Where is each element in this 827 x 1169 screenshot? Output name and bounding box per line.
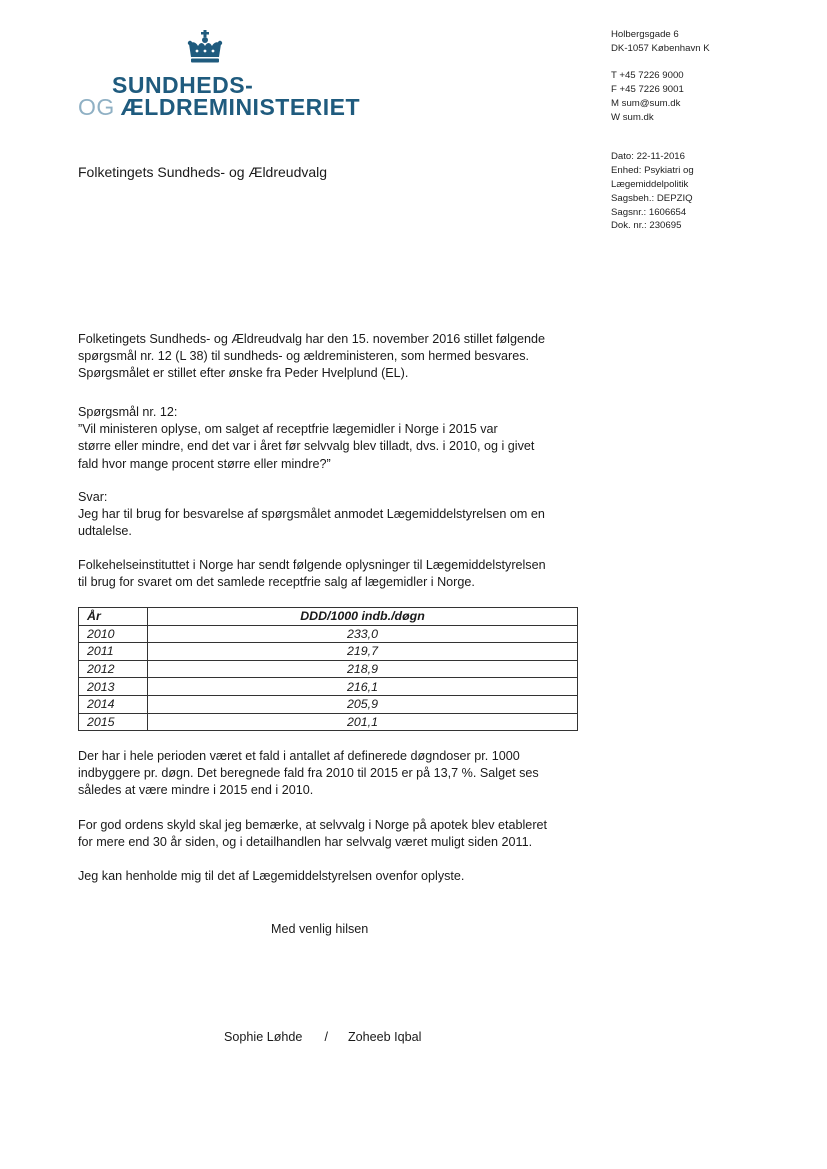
text-line: til brug for svaret om det samlede receptfrie salg af lægemidler i Norge. bbox=[78, 575, 475, 590]
recipient: Folketingets Sundheds- og Ældreudvalg bbox=[78, 164, 328, 180]
text-line: indbyggere pr. døgn. Det beregnede fald fra 2010 til 2015 er på 13,7 %. Salget ses bbox=[78, 766, 539, 781]
text-line: for mere end 30 år siden, og i detailhandlen har selvvalg været muligt siden 2011. bbox=[78, 835, 533, 850]
text-line: fald hvor mange procent større eller mindre?” bbox=[78, 456, 331, 471]
signatures bbox=[224, 1030, 421, 1044]
cell-value: 218,9 bbox=[148, 660, 578, 678]
logo-ministry-name: ÆLDREMINISTERIET bbox=[120, 94, 361, 120]
table-row bbox=[79, 660, 578, 678]
text-line: Spørgsmålet er stillet efter ønske fra Peder Hvelplund (EL). bbox=[78, 366, 409, 381]
date-line: Dato: 22-11-2016 bbox=[611, 151, 685, 163]
case-officer-line: Sagsbeh.: DEPZIQ bbox=[611, 192, 693, 204]
text-line: Jeg har til brug for besvarelse af spørgsmålet anmodet Lægemiddelstyrelsen om en bbox=[78, 507, 545, 522]
crown-icon bbox=[186, 30, 224, 66]
fax-line: F +45 7226 9001 bbox=[611, 84, 684, 96]
cell-year: 2014 bbox=[79, 695, 148, 713]
text-line: spørgsmål nr. 12 (L 38) til sundheds- og ældreministeren, som hermed besvares. bbox=[78, 349, 530, 364]
table-header-row bbox=[79, 608, 578, 626]
greeting: Med venlig hilsen bbox=[271, 922, 369, 936]
closing-statement bbox=[78, 868, 568, 885]
text-line: Folketingets Sundheds- og Ældreudvalg har den 15. november 2016 stillet følgende bbox=[78, 332, 545, 346]
signatory-name: Sophie Løhde bbox=[224, 1030, 303, 1044]
text-line: større eller mindre, end det var i året før selvvalg blev tilladt, dvs. i 2010, og i givet bbox=[78, 439, 535, 454]
answer-paragraph bbox=[78, 489, 568, 541]
cell-year: 2010 bbox=[79, 625, 148, 643]
table-row bbox=[79, 643, 578, 661]
note-paragraph bbox=[78, 817, 568, 851]
document-number-line: Dok. nr.: 230695 bbox=[611, 220, 682, 232]
text-line: Der har i hele perioden været et fald i antallet af definerede døgndoser pr. 1000 bbox=[78, 749, 520, 763]
cell-value: 233,0 bbox=[148, 625, 578, 643]
cell-value: 205,9 bbox=[148, 695, 578, 713]
cell-year: 2013 bbox=[79, 678, 148, 696]
signatory-name: Zoheeb Iqbal bbox=[347, 1030, 422, 1044]
intro-paragraph bbox=[78, 331, 568, 383]
cell-year: 2015 bbox=[79, 713, 148, 731]
question-heading: Spørgsmål nr. 12: bbox=[78, 405, 178, 419]
cell-year: 2011 bbox=[79, 643, 148, 661]
phone-line: T +45 7226 9000 bbox=[611, 70, 684, 82]
text-line: Folkehelseinstituttet i Norge har sendt følgende oplysninger til Lægemiddelstyrelsen bbox=[78, 558, 546, 572]
table-row bbox=[79, 678, 578, 696]
cell-value: 216,1 bbox=[148, 678, 578, 696]
conclusion-paragraph bbox=[78, 748, 568, 800]
cell-value: 219,7 bbox=[148, 643, 578, 661]
web-line: W sum.dk bbox=[611, 111, 654, 123]
header-year: År bbox=[79, 608, 148, 626]
signature-separator: / bbox=[324, 1030, 328, 1044]
text-line: Jeg kan henholde mig til det af Lægemiddelstyrelsen ovenfor oplyste. bbox=[78, 869, 465, 883]
logo-text-line1: SUNDHEDS- bbox=[112, 72, 254, 98]
question-paragraph bbox=[78, 404, 568, 473]
cell-value: 201,1 bbox=[148, 713, 578, 731]
case-number-line: Sagsnr.: 1606654 bbox=[611, 206, 687, 218]
header-ddd: DDD/1000 indb./døgn bbox=[148, 608, 578, 626]
logo-text-line2 bbox=[78, 94, 360, 121]
unit-line: Enhed: Psykiatri og bbox=[611, 165, 694, 177]
text-line: For god ordens skyld skal jeg bemærke, at selvvalg i Norge på apotek blev etableret bbox=[78, 818, 548, 832]
text-line: udtalelse. bbox=[78, 524, 132, 539]
table-row bbox=[79, 695, 578, 713]
address-line: Holbergsgade 6 bbox=[611, 29, 679, 40]
logo-og-prefix: OG bbox=[78, 94, 115, 120]
answer-heading: Svar: bbox=[78, 490, 108, 504]
unit-line: Lægemiddelpolitik bbox=[611, 178, 689, 190]
sender-sidebar bbox=[611, 28, 811, 233]
table-row bbox=[79, 625, 578, 643]
sales-table bbox=[78, 607, 578, 731]
cell-year: 2012 bbox=[79, 660, 148, 678]
text-line: ”Vil ministeren oplyse, om salget af receptfrie lægemidler i Norge i 2015 var bbox=[78, 422, 498, 437]
address-line: DK-1057 København K bbox=[611, 42, 710, 54]
table-row bbox=[79, 713, 578, 731]
text-line: således at være mindre i 2015 end i 2010. bbox=[78, 783, 314, 798]
info-paragraph bbox=[78, 557, 568, 591]
ministry-logo bbox=[78, 30, 361, 125]
email-line: M sum@sum.dk bbox=[611, 97, 681, 109]
